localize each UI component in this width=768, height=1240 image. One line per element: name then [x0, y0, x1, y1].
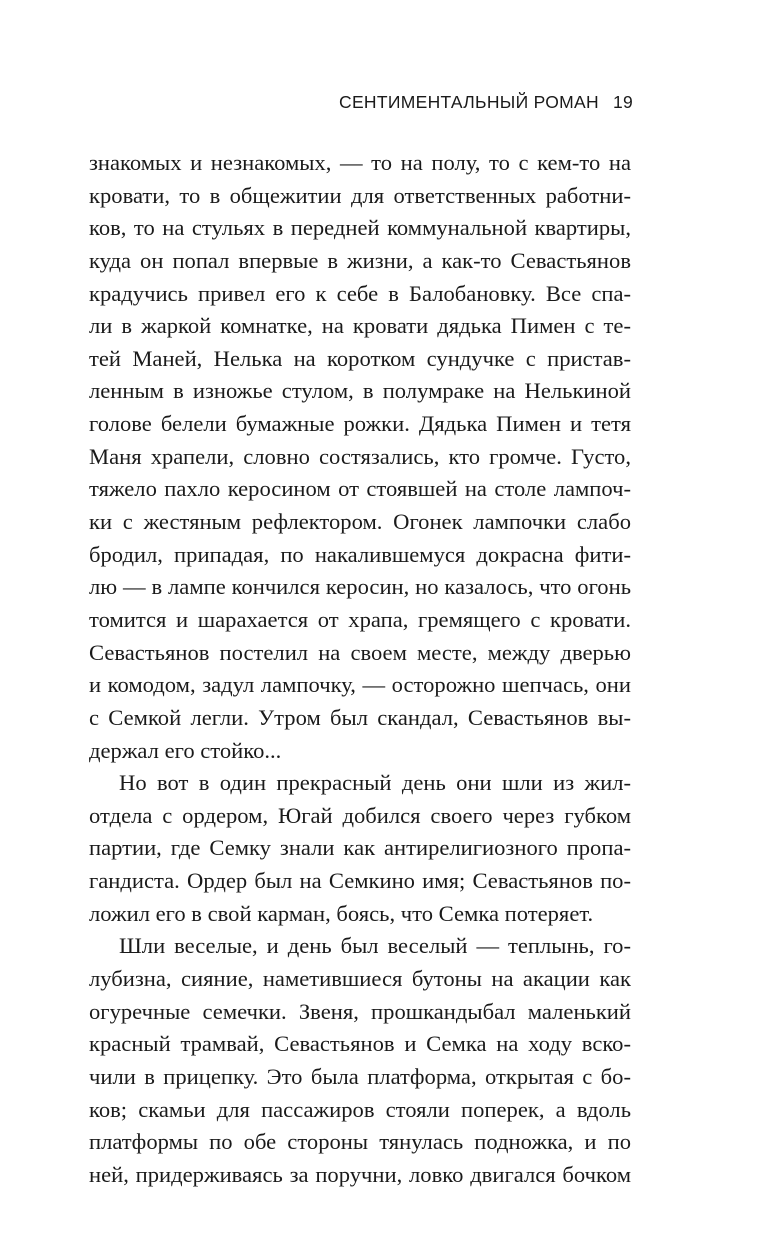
text-line: ложил его в свой карман, боясь, что Семка потеряет.	[89, 900, 594, 926]
text-line: платформы по обе стороны тянулась подножка, и по	[89, 1129, 631, 1155]
text-line: чили в прицепку. Это была платформа, открытая с бо-	[89, 1063, 631, 1089]
text-line: лю — в лампе кончился керосин, но казалось, что огонь	[89, 574, 631, 600]
text-line: куда он попал впервые в жизни, а как-то Севастьянов	[89, 247, 631, 273]
text-line: Маня храпели, словно состязались, кто громче. Густо,	[89, 443, 631, 469]
text-line: ков, то на стульях в передней коммунальной квартиры,	[89, 215, 631, 241]
text-line: ки с жестяным рефлектором. Огонек лампочки слабо	[89, 509, 631, 535]
body-text	[89, 147, 631, 1192]
text-line: тей Маней, Нелька на коротком сундучке с пристав-	[89, 345, 631, 371]
text-line: держал его стойко...	[89, 737, 282, 763]
text-line: Шли веселые, и день был веселый — теплынь, го-	[119, 933, 631, 959]
text-line: крадучись привел его к себе в Балобановку. Все спа-	[89, 280, 631, 306]
text-line: ленным в изножье стулом, в полумраке на Нелькиной	[89, 378, 631, 404]
running-head	[339, 92, 639, 120]
page-number: 19	[613, 92, 634, 112]
text-line: ней, придерживаясь за поручни, ловко двигался бочком	[89, 1161, 631, 1187]
text-line: томится и шарахается от храпа, гремящего с кровати.	[89, 606, 631, 632]
text-line: лубизна, сияние, наметившиеся бутоны на акации как	[89, 966, 631, 992]
text-line: Но вот в один прекрасный день они шли из жил-	[119, 770, 631, 796]
text-line: с Семкой легли. Утром был скандал, Севастьянов вы-	[89, 704, 631, 730]
text-line: и комодом, задул лампочку, — осторожно шепчась, они	[89, 672, 631, 698]
text-line: ли в жаркой комнатке, на кровати дядька Пимен с те-	[89, 313, 631, 339]
paragraph-3	[89, 930, 631, 1191]
text-line: красный трамвай, Севастьянов и Семка на ходу вско-	[89, 1031, 631, 1057]
text-line: бродил, припадая, по накалившемуся докрасна фити-	[89, 541, 631, 567]
text-line: знакомых и незнакомых, — то на полу, то с кем-то на	[89, 150, 631, 175]
text-line: огуречные семечки. Звеня, прошкандыбал маленький	[89, 998, 631, 1024]
text-line: кровати, то в общежитии для ответственных работни-	[89, 182, 631, 208]
paragraph-1	[89, 147, 631, 767]
text-line: гандиста. Ордер был на Семкино имя; Севастьянов по-	[89, 868, 631, 894]
running-title: СЕНТИМЕНТАЛЬНЫЙ РОМАН	[339, 92, 599, 112]
text-line: ков; скамьи для пассажиров стояли поперек, а вдоль	[89, 1096, 631, 1122]
text-line: Севастьянов постелил на своем месте, между дверью	[89, 639, 631, 665]
text-line: тяжело пахло керосином от стоявшей на столе лампоч-	[89, 476, 631, 502]
text-line: партии, где Семку знали как антирелигиозного пропа-	[89, 835, 631, 861]
text-line: голове белели бумажные рожки. Дядька Пимен и тетя	[89, 411, 631, 437]
text-line: отдела с ордером, Югай добился своего через губком	[89, 802, 631, 828]
paragraph-2	[89, 767, 631, 930]
